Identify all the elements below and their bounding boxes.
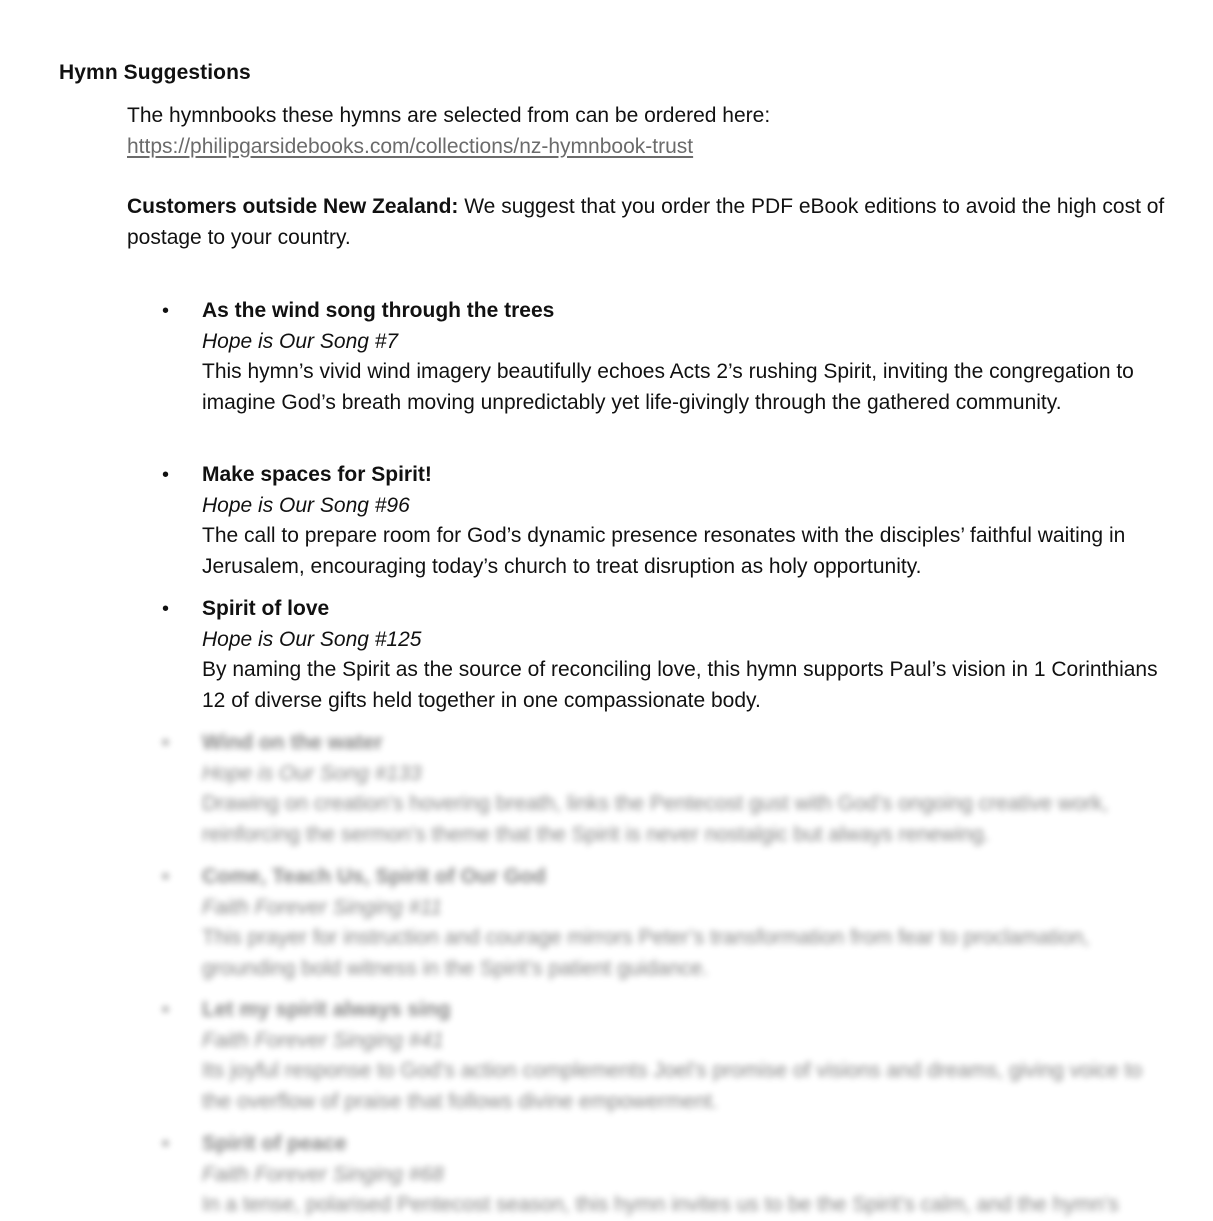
bullet-marker: •: [162, 1133, 170, 1155]
hymn-item: [162, 460, 1162, 582]
hymn-item: [162, 296, 1162, 418]
bullet-marker: •: [162, 999, 170, 1021]
hymn-source: Hope is Our Song #96: [202, 493, 410, 517]
shipping-notice: [127, 192, 1187, 253]
bullet-marker: •: [162, 464, 170, 486]
hymn-description: This hymn’s vivid wind imagery beautifully echoes Acts 2’s rushing Spirit, inviting the congregation to imagine God’s breath moving unpredictably yet life-givingly through the gathered community.: [202, 360, 1134, 414]
hymn-source: Hope is Our Song #133: [202, 761, 422, 785]
hymn-title: Spirit of love: [202, 597, 330, 620]
page-heading: Hymn Suggestions: [59, 61, 251, 84]
bullet-marker: •: [162, 732, 170, 754]
hymn-source: Faith Forever Singing #68: [202, 1162, 444, 1186]
hymn-item-blurred: [162, 862, 1162, 984]
intro-paragraph: [127, 101, 1187, 162]
hymn-item-blurred: [162, 728, 1162, 850]
hymn-description: In a tense, polarised Pentecost season, this hymn invites us to be the Spirit’s calm, and the hymn’s: [202, 1193, 1119, 1216]
hymn-description: Its joyful response to God’s action complements Joel’s promise of visions and dreams, giving voice to the overflow of praise that follows divine empowerment.: [202, 1059, 1143, 1113]
hymn-item: [162, 594, 1162, 716]
hymn-description: Drawing on creation’s hovering breath, links the Pentecost gust with God’s ongoing creative work, reinforcing the sermon’s theme that the Spirit is never nostalgic but always renewing.: [202, 792, 1109, 846]
hymn-source: Hope is Our Song #125: [202, 627, 422, 651]
hymn-description: By naming the Spirit as the source of reconciling love, this hymn supports Paul’s vision in 1 Corinthians 12 of diverse gifts held together in one compassionate body.: [202, 658, 1158, 712]
hymn-title: Wind on the water: [202, 731, 383, 754]
notice-text: We suggest that you order the PDF eBook editions to avoid the high cost of postage to your country.: [127, 195, 1165, 249]
hymn-description: This prayer for instruction and courage mirrors Peter’s transformation from fear to proclamation, grounding bold witness in the Spirit’s patient guidance.: [202, 926, 1090, 980]
hymn-title: Let my spirit always sing: [202, 998, 451, 1021]
intro-text: The hymnbooks these hymns are selected from can be ordered here:: [127, 104, 771, 127]
hymn-title: As the wind song through the trees: [202, 299, 555, 322]
bullet-marker: •: [162, 866, 170, 888]
hymn-source: Faith Forever Singing #11: [202, 895, 443, 919]
hymn-title: Come, Teach Us, Spirit of Our God: [202, 865, 546, 888]
hymn-description: The call to prepare room for God’s dynamic presence resonates with the disciples’ faithful waiting in Jerusalem, encouraging today’s church to treat disruption as holy opportunity.: [202, 524, 1126, 578]
bullet-marker: •: [162, 300, 170, 322]
hymn-item-blurred: [162, 995, 1162, 1117]
hymn-title: Spirit of peace: [202, 1132, 347, 1155]
notice-label: Customers outside New Zealand:: [127, 195, 459, 218]
bullet-marker: •: [162, 598, 170, 620]
hymn-source: Hope is Our Song #7: [202, 329, 399, 353]
hymn-title: Make spaces for Spirit!: [202, 463, 432, 486]
hymn-source: Faith Forever Singing #41: [202, 1028, 444, 1052]
hymnbook-order-link[interactable]: https://philipgarsidebooks.com/collections/nz-hymnbook-trust: [127, 134, 694, 158]
